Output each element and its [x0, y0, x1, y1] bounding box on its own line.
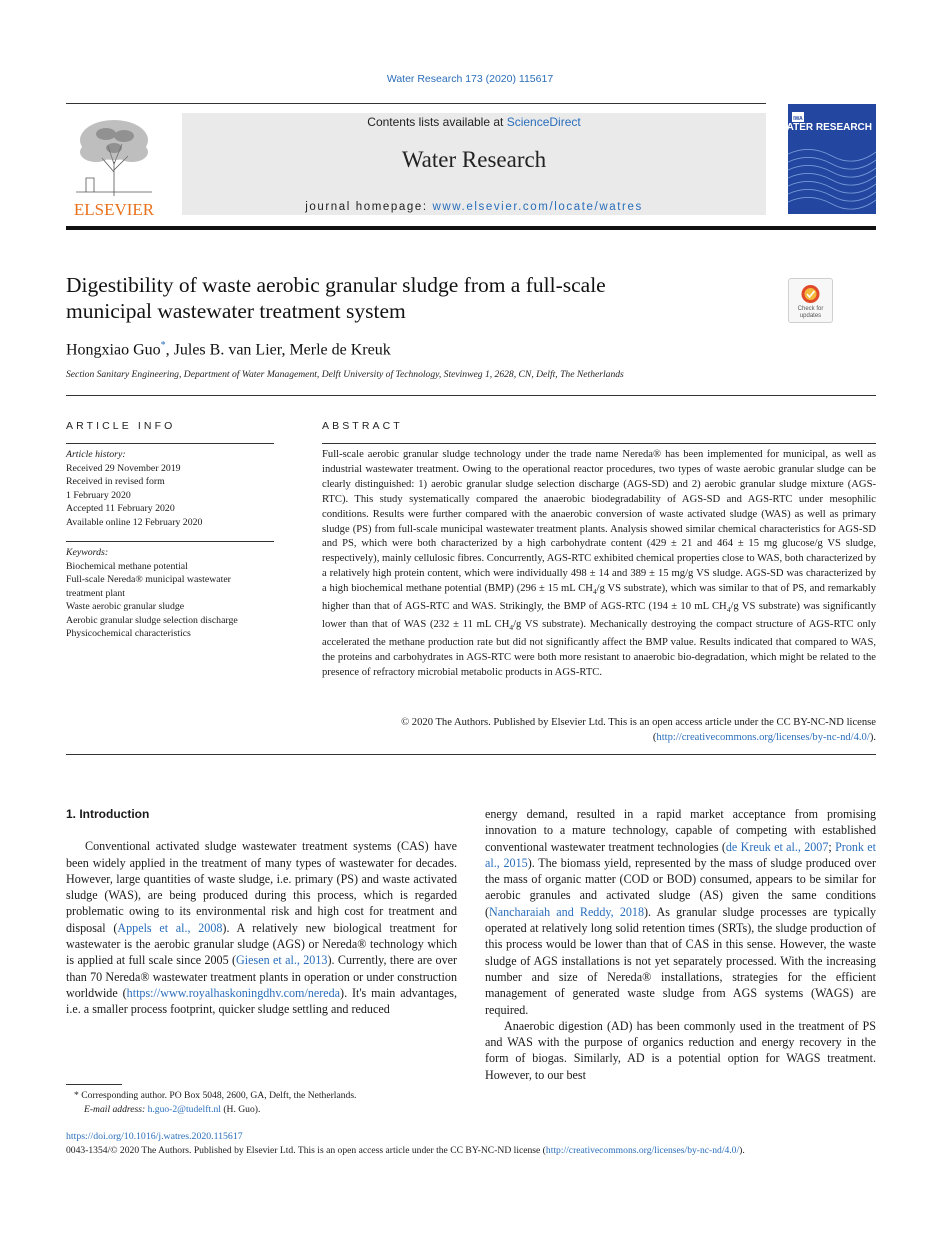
- keywords-label: Keywords:: [66, 547, 109, 558]
- history-item: Received 29 November 2019: [66, 462, 181, 474]
- keyword-item: Physicochemical characteristics: [66, 628, 191, 639]
- abstract-heading: ABSTRACT: [322, 420, 403, 432]
- section-heading-introduction: 1. Introduction: [66, 807, 150, 821]
- article-history: [66, 448, 281, 529]
- corresponding-author-note: * Corresponding author. PO Box 5048, 2600, GA, Delft, the Netherlands.: [74, 1090, 357, 1101]
- journal-title: Water Research: [401, 147, 547, 172]
- header-bottom-rule: [66, 226, 876, 230]
- keyword-item: Aerobic granular sludge selection discharge: [66, 614, 238, 626]
- history-item: 1 February 2020: [66, 489, 131, 501]
- corresponding-author-mark[interactable]: *: [160, 340, 166, 351]
- history-item: Accepted 11 February 2020: [66, 503, 175, 514]
- ref-giesen-2013[interactable]: Giesen et al., 2013: [236, 953, 328, 968]
- divider: [66, 541, 274, 542]
- abstract-body: Full-scale aerobic granular sludge technology under the trade name Nereda® has been implemented for municipal, as well as industrial wastewater treatment. Owing to the operational reactor procedures, two types of waste aerobic granular sludge can be clearly distinguished: 1) aerobic granular sludge selection discharge (AGS-SD) and 2) aerobic granular sludge mixture (AGS-RTC). This study systematically compared the anaerobic biodegradability of AGS-SD and AGS-RTC under mesophilic conditions. Results were further compared with the anaerobic conversion of waste activated sludge (WAS) as well as primary sludge (PS) from full-scale municipal wastewater treatment plants. Analysis showed similar chemical characteristics for AGS-SD and PS, which were both characterized by a high carbohydrate content (429 ± 21 and 464 ± 15 mg glucose/g VS sludge, respectively), mainly cellulosic fibres. Concurrently, AGS-RTC exhibited chemical properties close to WAS, both characterized by a relatively high protein content, which were individually 498 ± 14 and 389 ± 15 mg/g VS sludge. AGS-SD was characterized by a high biochemical methane potential (BMP) (296 ± 15 mL $CH_4/g$ VS substrate), which was similar to that of PS, and remarkably higher than that of AGS-RTC and WAS. Strikingly, the BMP of AGS-RTC (194 ± 10 mL $CH_4/g$ VS substrate) was significantly lower than that of WAS (232 ± 11 mL $CH_4/g$ VS substrate). Mechanically destroying the compact structure of AGS-RTC only accelerated the methane production rate but did not significantly affect the BMP value. Results indicated that compared to WAS, the proteins and carbohydrates in AGS-RTC were both more resistant to anaerobic bio-degradation, which might be related to the presence of refractory microbial metabolic products in AGS-RTC.: [322, 449, 876, 679]
- article-title: [66, 272, 766, 324]
- divider: [66, 395, 876, 396]
- ref-appels-2008[interactable]: Appels et al., 2008: [117, 920, 223, 935]
- keyword-item: Full-scale Nereda® municipal wastewater: [66, 574, 231, 585]
- journal-citation[interactable]: Water Research 173 (2020) 115617: [386, 73, 554, 85]
- svg-text:WATER RESEARCH: WATER RESEARCH: [777, 122, 872, 133]
- history-item: Available online 12 February 2020: [66, 516, 203, 528]
- homepage-link[interactable]: www.elsevier.com/locate/watres: [432, 201, 643, 213]
- author-guo[interactable]: Hongxiao Guo: [66, 341, 161, 359]
- doi-link[interactable]: https://doi.org/10.1016/j.watres.2020.115617: [66, 1131, 243, 1142]
- footnote: [66, 1089, 457, 1116]
- body-column-left: [66, 806, 457, 1018]
- svg-text:IWA: IWA: [793, 116, 803, 122]
- footnote-rule: [66, 1084, 122, 1085]
- article-title-line-1: Digestibility of waste aerobic granular sludge from a full-scale: [66, 273, 606, 297]
- abstract-copyright: © 2020 The Authors. Published by Elsevier Ltd. This is an open access article under the CC BY-NC-ND license (http://creativecommons.org/licenses/by-nc-nd/4.0/).: [401, 717, 876, 743]
- check-for-updates-button[interactable]: [788, 278, 833, 323]
- license-link[interactable]: http://creativecommons.org/licenses/by-nc-nd/4.0/: [656, 731, 870, 743]
- keywords: [66, 546, 281, 641]
- history-item: Received in revised form: [66, 476, 165, 487]
- ref-nancharaiah-2018[interactable]: Nancharaiah and Reddy, 2018: [489, 904, 645, 919]
- divider: [66, 754, 876, 755]
- ref-de-kreuk-2007[interactable]: de Kreuk et al., 2007: [725, 839, 829, 854]
- journal-homepage: [182, 201, 766, 213]
- keyword-item: treatment plant: [66, 587, 126, 599]
- email-note: E-mail address: h.guo-2@tudelft.nl (H. Guo).: [84, 1103, 261, 1115]
- affiliation: Section Sanitary Engineering, Department of Water Management, Delft University of Technology, Stevinweg 1, 2628, CN, Delft, The Netherlands: [66, 369, 624, 380]
- homepage-prefix: journal homepage:: [305, 201, 433, 213]
- history-label: Article history:: [66, 449, 126, 460]
- article-info-heading: ARTICLE INFO: [66, 420, 176, 432]
- email-link[interactable]: h.guo-2@tudelft.nl: [147, 1103, 221, 1115]
- ref-pronk-2015[interactable]: Pronk et al., 2015: [485, 839, 876, 870]
- check-updates-label: Check for updates: [797, 306, 824, 319]
- footer-license: 0043-1354/© 2020 The Authors. Published by Elsevier Ltd. This is an open access article under the CC BY-NC-ND license (http://creativecommons.org/licenses/by-nc-nd/4.0/).: [66, 1145, 745, 1156]
- journal-cover-art: [777, 104, 876, 214]
- article-title-line-2: municipal wastewater treatment system: [66, 299, 406, 323]
- elsevier-tree-icon: [66, 112, 162, 218]
- sciencedirect-link[interactable]: ScienceDirect: [506, 115, 581, 129]
- contents-line: [182, 115, 766, 129]
- header-top-rule: [66, 103, 766, 104]
- elsevier-wordmark: ELSEVIER: [73, 200, 155, 219]
- intro-paragraph: Anaerobic digestion (AD) has been commonly used in the treatment of PS and WAS with the purpose of organics reduction and energy recovery in the form of biogas. Similarly, AD is a potential option for WAGS treatment. However, to our best: [485, 1018, 876, 1082]
- intro-paragraph-continued: energy demand, resulted in a rapid market acceptance from promising innovation to a mature technology, capable of competing with established conventional wastewater treatment technologies (de Kreuk et al., 2007; Pronk et al., 2015). The biomass yield, represented by the mass of sludge produced over the mass of organic matter (COD or BOD) consumed, appears to be similar for aerobic granules and activated sludge (AS) given the same conditions (Nancharaiah and Reddy, 2018). As granular sludge processes are typically operated at relatively long solid retention times (SRTs), the sludge production of this process would be lower than that of CAS in this sense. However, the waste sludge of AGS installations is not yet separately processed. With the increasing number and size of Nereda® installations, strategies for the efficient management of generated waste sludge from AGS systems (WAGS) are required.: [485, 807, 876, 1017]
- contents-prefix: Contents lists available at: [367, 115, 507, 129]
- divider: [322, 443, 876, 444]
- author-list: [66, 340, 391, 359]
- body-column-right: [485, 806, 876, 1083]
- nereda-link[interactable]: https://www.royalhaskoningdhv.com/nereda: [126, 985, 341, 1000]
- co-authors[interactable]: , Jules B. van Lier, Merle de Kreuk: [165, 341, 391, 359]
- intro-paragraph: Conventional activated sludge wastewater treatment systems (CAS) have been widely applied in the treatment of many types of wastewater for decades. However, large quantities of waste sludge, i.e. primary (PS) and waste activated sludge (WAS), are being produced during this process, which is regarded problematic owing to its environmental risk and high cost for treatment and disposal (Appels et al., 2008). A relatively new biological treatment for wastewater is the aerobic granular sludge (AGS) or Nereda® technology which is applied at full scale since 2005 (Giesen et al., 2013). Currently, there are over than 70 Nereda® wastewater treatment plants in operation or under construction worldwide (https://www.royalhaskoningdhv.com/nereda). It's main advantages, i.e. a smaller process footprint, quicker sludge settling and reduced: [66, 839, 458, 1017]
- footer-license-link[interactable]: http://creativecommons.org/licenses/by-nc-nd/4.0/: [545, 1145, 740, 1156]
- journal-cover[interactable]: [777, 104, 876, 214]
- elsevier-logo[interactable]: [66, 112, 162, 218]
- keyword-item: Biochemical methane potential: [66, 560, 188, 572]
- keyword-item: Waste aerobic granular sludge: [66, 601, 185, 612]
- divider: [66, 443, 274, 444]
